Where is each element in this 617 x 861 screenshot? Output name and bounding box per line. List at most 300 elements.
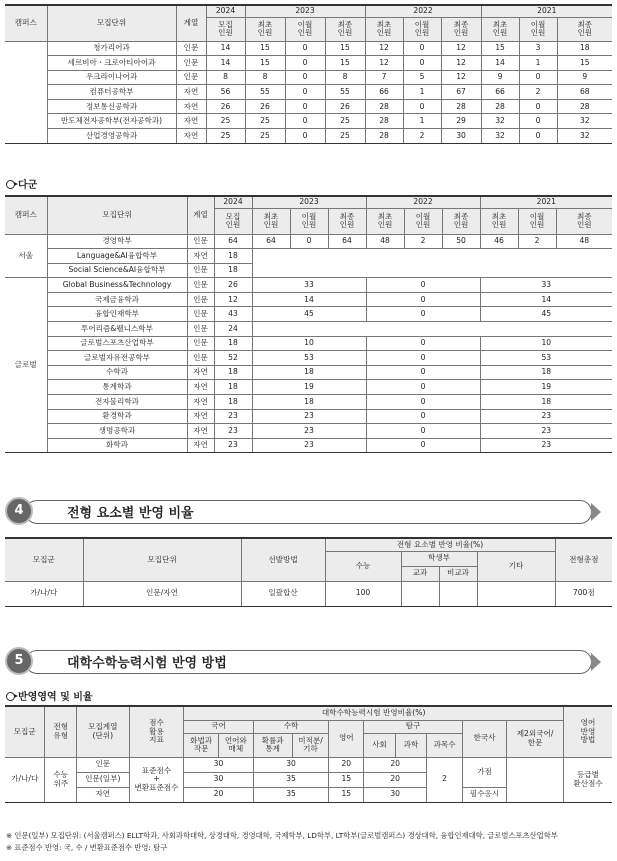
header-k2: 언어와 매체 — [219, 733, 254, 757]
table-row — [5, 424, 612, 439]
type-cell: 수능 위주 — [45, 757, 77, 802]
value-cell: 25 — [325, 114, 365, 129]
unit-name: 화학과 — [47, 438, 187, 453]
table-4 — [5, 537, 612, 607]
value-2023: 33 — [252, 278, 366, 293]
value-cell: 2 — [403, 129, 441, 144]
header-choejong: 최종 인원 — [325, 17, 365, 41]
table-row — [5, 196, 612, 208]
history-required: 필수응시 — [462, 787, 506, 802]
value-cell: 0 — [403, 99, 441, 114]
value-cell: 1 — [519, 56, 557, 71]
value-cell: 0 — [285, 114, 325, 129]
value-2023: 10 — [252, 336, 366, 351]
value-2022: 0 — [366, 278, 480, 293]
header-ratio: 전형 요소별 반영 비율(%) — [325, 538, 555, 551]
table-row — [5, 99, 612, 114]
header-etc: 기타 — [477, 551, 555, 581]
value-cell: 15 — [325, 56, 365, 71]
value-cell: 8 — [206, 70, 245, 85]
etc-cell — [477, 581, 555, 606]
header-2023: 2023 — [252, 196, 366, 208]
unit-name: 정보통신공학과 — [47, 99, 176, 114]
field-cell: 자연 — [187, 424, 214, 439]
value-cell: 25 — [206, 129, 245, 144]
value-2023: 23 — [252, 438, 366, 453]
korean-value: 20 — [184, 787, 253, 802]
value-cell: 9 — [557, 70, 612, 85]
value-cell: 15 — [481, 41, 519, 56]
value-2022: 0 — [366, 307, 480, 322]
value-cell: 29 — [441, 114, 481, 129]
header-unit: 모집계열 (단위) — [77, 706, 130, 757]
header-2021: 2021 — [480, 196, 612, 208]
value-cell: 15 — [245, 41, 285, 56]
note-2: ※ 표준점수 반영: 국, 수 / 변환표준점수 반영: 탐구 — [6, 843, 168, 852]
table-row — [5, 336, 612, 351]
table-row — [5, 322, 612, 337]
field-cell: 자연 — [187, 249, 214, 264]
header-2023: 2023 — [245, 5, 365, 17]
value-cell: 24 — [214, 322, 252, 337]
campus-global: 글로벌 — [5, 278, 47, 453]
header-lang2: 제2외국어/ 한문 — [507, 720, 564, 757]
math-value: 30 — [253, 757, 329, 772]
header-2024: 2024 — [206, 5, 245, 17]
unit-name: 글로벌자유전공학부 — [47, 351, 187, 366]
value-2023: 18 — [252, 395, 366, 410]
value-cell: 23 — [214, 438, 252, 453]
table-row — [5, 278, 612, 293]
table-row — [5, 395, 612, 410]
value-cell: 12 — [365, 56, 403, 71]
korean-value: 30 — [184, 772, 253, 787]
value-cell: 25 — [245, 114, 285, 129]
tamgu-count: 2 — [427, 757, 463, 802]
value-2022: 0 — [366, 438, 480, 453]
section-number: 5 — [5, 647, 33, 675]
value-2021: 19 — [480, 380, 612, 395]
value-cell: 5 — [403, 70, 441, 85]
value-cell: 0 — [285, 85, 325, 100]
section-number: 4 — [5, 497, 33, 525]
group-cell: 가/나/다 — [5, 581, 83, 606]
unit-name: 청가리어과 — [47, 41, 176, 56]
header-m1: 확률과 통계 — [253, 733, 292, 757]
unit-name: 컴퓨터공학부 — [47, 85, 176, 100]
value-cell: 68 — [557, 85, 612, 100]
value-cell: 14 — [481, 56, 519, 71]
header-eng-method: 영어 반영 방법 — [564, 706, 613, 757]
field-cell: 인문 — [187, 322, 214, 337]
value-cell: 1 — [403, 85, 441, 100]
english-value: 15 — [329, 787, 364, 802]
value-cell: 15 — [325, 41, 365, 56]
value-cell: 28 — [365, 114, 403, 129]
table-row — [5, 706, 612, 720]
value-cell: 56 — [206, 85, 245, 100]
header-choejong: 최종 인원 — [557, 17, 612, 41]
header-tamgu: 탐구 — [364, 720, 463, 733]
unit-cell: 인문/자연 — [83, 581, 241, 606]
value-cell: 64 — [328, 234, 366, 249]
header-2022: 2022 — [365, 5, 481, 17]
value-cell: 18 — [557, 41, 612, 56]
history-bonus: 가점 — [462, 757, 506, 787]
unit-name: 세르비아ㆍ크로아티아어과 — [47, 56, 176, 71]
value-cell: 0 — [290, 234, 328, 249]
header-choecho: 최초 인원 — [365, 17, 403, 41]
field-cell: 인문 — [187, 292, 214, 307]
value-cell: 18 — [214, 336, 252, 351]
section-dagun-heading: 다군 — [6, 176, 37, 191]
value-cell: 18 — [214, 395, 252, 410]
header-m2: 미적분/ 기하 — [292, 733, 329, 757]
header-t1: 사회 — [364, 733, 396, 757]
header-iwol: 이월 인원 — [519, 17, 557, 41]
value-cell: 9 — [481, 70, 519, 85]
value-cell: 2 — [519, 85, 557, 100]
value-cell: 0 — [285, 70, 325, 85]
unit-name: Language&AI융합학부 — [47, 249, 187, 264]
header-t3: 과목수 — [427, 733, 463, 757]
table-row — [5, 581, 612, 606]
value-cell: 23 — [214, 409, 252, 424]
unit-cell: 인문(일부) — [77, 772, 130, 787]
empty-cell — [252, 249, 612, 278]
value-cell: 67 — [441, 85, 481, 100]
table-row — [5, 757, 612, 772]
value-cell: 0 — [403, 41, 441, 56]
unit-name: 산업경영공학과 — [47, 129, 176, 144]
field-cell: 자연 — [187, 409, 214, 424]
header-2024: 2024 — [214, 196, 252, 208]
value-cell: 0 — [285, 41, 325, 56]
value-cell: 자연 — [176, 99, 206, 114]
unit-name: 글로벌스포츠산업학부 — [47, 336, 187, 351]
value-cell: 48 — [366, 234, 404, 249]
value-2022: 0 — [366, 336, 480, 351]
field-cell: 인문 — [187, 234, 214, 249]
field-cell: 인문 — [187, 336, 214, 351]
header-t2: 과학 — [395, 733, 427, 757]
value-cell: 28 — [481, 99, 519, 114]
table-5 — [5, 705, 612, 803]
value-2021: 23 — [480, 409, 612, 424]
value-cell: 인문 — [176, 41, 206, 56]
header-hakgsaeng: 학생부 — [401, 551, 477, 566]
unit-name: 생명공학과 — [47, 424, 187, 439]
value-cell: 32 — [557, 114, 612, 129]
value-cell: 인문 — [176, 56, 206, 71]
table-row — [5, 409, 612, 424]
value-cell: 2 — [404, 234, 442, 249]
value-cell: 12 — [214, 292, 252, 307]
value-cell: 30 — [441, 129, 481, 144]
header-choejong: 최종 인원 — [328, 208, 366, 234]
header-total: 전형총점 — [555, 538, 612, 581]
header-iwol: 이월 인원 — [285, 17, 325, 41]
unit-name: 전자물리학과 — [47, 395, 187, 410]
value-cell: 2 — [518, 234, 556, 249]
header-2022: 2022 — [366, 196, 480, 208]
table-row — [5, 307, 612, 322]
unit-name: 우크라이나어과 — [47, 70, 176, 85]
value-2023: 19 — [252, 380, 366, 395]
math-value: 35 — [253, 772, 329, 787]
value-2021: 33 — [480, 278, 612, 293]
value-cell: 0 — [519, 70, 557, 85]
header-choecho: 최초 인원 — [252, 208, 290, 234]
total-cell: 700점 — [555, 581, 612, 606]
table-row — [5, 41, 612, 56]
campus-cell — [5, 41, 47, 143]
korean-value: 30 — [184, 757, 253, 772]
value-2023: 45 — [252, 307, 366, 322]
value-cell: 12 — [441, 56, 481, 71]
method-cell: 일괄합산 — [241, 581, 325, 606]
header-type: 전형 유형 — [45, 706, 77, 757]
value-2021: 14 — [480, 292, 612, 307]
value-cell: 12 — [365, 41, 403, 56]
header-mojip: 모집 인원 — [206, 17, 245, 41]
field-cell: 인문 — [187, 278, 214, 293]
suneung-cell: 100 — [325, 581, 401, 606]
math-value: 35 — [253, 787, 329, 802]
header-mojip: 모집 인원 — [214, 208, 252, 234]
unit-cell: 자연 — [77, 787, 130, 802]
table-row — [5, 249, 612, 264]
value-cell: 12 — [441, 41, 481, 56]
value-cell: 14 — [206, 41, 245, 56]
value-cell: 55 — [245, 85, 285, 100]
header-ratio: 대학수학능력시험 반영비율(%) — [184, 706, 564, 720]
bigyogwa-cell — [439, 581, 477, 606]
section-5-banner — [5, 647, 609, 677]
header-iwol: 이월 인원 — [518, 208, 556, 234]
value-cell: 28 — [365, 99, 403, 114]
value-cell: 25 — [325, 129, 365, 144]
value-cell: 28 — [557, 99, 612, 114]
header-group: 모집군 — [5, 706, 45, 757]
header-unit: 모집단위 — [47, 5, 176, 41]
header-choecho: 최초 인원 — [245, 17, 285, 41]
value-cell: 0 — [403, 56, 441, 71]
header-campus: 캠퍼스 — [5, 5, 47, 41]
section-4-banner — [5, 497, 609, 527]
header-choecho: 최초 인원 — [366, 208, 404, 234]
value-cell: 1 — [403, 114, 441, 129]
value-cell: 55 — [325, 85, 365, 100]
value-cell: 12 — [441, 70, 481, 85]
value-cell: 26 — [206, 99, 245, 114]
value-cell: 자연 — [176, 114, 206, 129]
header-group: 모집군 — [5, 538, 83, 581]
value-2022: 0 — [366, 365, 480, 380]
field-cell: 자연 — [187, 365, 214, 380]
value-2021: 18 — [480, 395, 612, 410]
value-cell: 66 — [481, 85, 519, 100]
header-2021: 2021 — [481, 5, 612, 17]
header-iwol: 이월 인원 — [290, 208, 328, 234]
unit-name: 반도체전자공학부(전자공학과) — [47, 114, 176, 129]
header-choecho: 최초 인원 — [480, 208, 518, 234]
header-gyogwa: 교과 — [401, 566, 439, 581]
value-cell: 64 — [214, 234, 252, 249]
arrow-circle-icon — [6, 180, 15, 189]
header-choejong: 최종 인원 — [441, 17, 481, 41]
table-2 — [5, 195, 612, 453]
field-cell: 자연 — [187, 395, 214, 410]
score-cell: 표준점수 + 변환표준점수 — [129, 757, 184, 802]
table-row — [5, 85, 612, 100]
value-cell: 23 — [214, 424, 252, 439]
value-2021: 45 — [480, 307, 612, 322]
value-cell: 64 — [252, 234, 290, 249]
value-cell: 자연 — [176, 85, 206, 100]
tamgu-value: 30 — [364, 787, 427, 802]
value-cell: 8 — [245, 70, 285, 85]
value-2022: 0 — [366, 395, 480, 410]
value-2022: 0 — [366, 380, 480, 395]
unit-cell: 인문 — [77, 757, 130, 772]
table-row — [5, 538, 612, 551]
header-field: 계열 — [176, 5, 206, 41]
value-2021: 10 — [480, 336, 612, 351]
value-2023: 23 — [252, 409, 366, 424]
value-cell: 50 — [442, 234, 480, 249]
header-english: 영어 — [329, 720, 364, 757]
value-cell: 3 — [519, 41, 557, 56]
unit-name: Global Business&Technology — [47, 278, 187, 293]
value-cell: 28 — [365, 129, 403, 144]
header-bigyogwa: 비교과 — [439, 566, 477, 581]
header-korean: 국어 — [184, 720, 253, 733]
header-method: 선발방법 — [241, 538, 325, 581]
header-iwol: 이월 인원 — [403, 17, 441, 41]
group-cell: 가/나/다 — [5, 757, 45, 802]
value-2021: 18 — [480, 365, 612, 380]
table-row — [5, 5, 612, 17]
table-row — [5, 70, 612, 85]
header-score: 점수 활용 지표 — [129, 706, 184, 757]
unit-name: 투어리즘&웰니스학부 — [47, 322, 187, 337]
header-unit: 모집단위 — [83, 538, 241, 581]
value-cell: 26 — [325, 99, 365, 114]
value-cell: 18 — [214, 263, 252, 278]
unit-name: 융합인재학부 — [47, 307, 187, 322]
value-cell: 0 — [519, 114, 557, 129]
value-cell: 0 — [519, 99, 557, 114]
value-2022: 0 — [366, 292, 480, 307]
value-2022: 0 — [366, 424, 480, 439]
table-row — [5, 114, 612, 129]
value-cell: 0 — [285, 56, 325, 71]
value-cell: 0 — [519, 129, 557, 144]
value-cell: 8 — [325, 70, 365, 85]
value-cell: 28 — [441, 99, 481, 114]
value-cell: 0 — [285, 129, 325, 144]
value-cell: 48 — [556, 234, 612, 249]
value-cell: 32 — [481, 114, 519, 129]
value-2023: 53 — [252, 351, 366, 366]
header-k1: 화법과 작문 — [184, 733, 219, 757]
value-cell: 66 — [365, 85, 403, 100]
header-campus: 캠퍼스 — [5, 196, 47, 234]
unit-name: 국제금융학과 — [47, 292, 187, 307]
header-history: 한국사 — [462, 720, 506, 757]
value-cell: 7 — [365, 70, 403, 85]
unit-name: 통계학과 — [47, 380, 187, 395]
value-cell: 인문 — [176, 70, 206, 85]
field-cell: 인문 — [187, 307, 214, 322]
note-1: ※ 인문(일부) 모집단위: (서울캠퍼스) ELLT학과, 사회과학대학, 상경대학, 경영대학, 국제학부, LD학부, LT학부(글로벌캠퍼스) 경상대학, 융합인재대학, 글로벌스포츠산업학부 — [6, 831, 558, 840]
english-value: 20 — [329, 757, 364, 772]
header-math: 수학 — [253, 720, 329, 733]
header-field: 계열 — [187, 196, 214, 234]
tamgu-value: 20 — [364, 772, 427, 787]
value-2022: 0 — [366, 409, 480, 424]
value-2021: 53 — [480, 351, 612, 366]
table-row — [5, 438, 612, 453]
table-row — [5, 351, 612, 366]
field-cell: 자연 — [187, 438, 214, 453]
header-suneung: 수능 — [325, 551, 401, 581]
value-2023: 14 — [252, 292, 366, 307]
value-2023: 18 — [252, 365, 366, 380]
header-choejong: 최종 인원 — [442, 208, 480, 234]
unit-name: 수학과 — [47, 365, 187, 380]
value-cell: 15 — [557, 56, 612, 71]
value-cell: 43 — [214, 307, 252, 322]
value-cell: 15 — [245, 56, 285, 71]
table-1 — [5, 4, 612, 144]
english-value: 15 — [329, 772, 364, 787]
table-row — [5, 56, 612, 71]
value-cell: 46 — [480, 234, 518, 249]
section-5-sub-heading: 반영영역 및 비율 — [6, 688, 93, 703]
value-cell: 25 — [245, 129, 285, 144]
header-iwol: 이월 인원 — [404, 208, 442, 234]
header-choecho: 최초 인원 — [481, 17, 519, 41]
value-cell: 18 — [214, 365, 252, 380]
value-cell: 0 — [285, 99, 325, 114]
field-cell: 자연 — [187, 380, 214, 395]
lang2-cell — [507, 757, 564, 802]
value-cell: 26 — [214, 278, 252, 293]
value-2021: 23 — [480, 438, 612, 453]
value-cell: 25 — [206, 114, 245, 129]
value-cell: 26 — [245, 99, 285, 114]
header-unit: 모집단위 — [47, 196, 187, 234]
table-row — [5, 292, 612, 307]
table-row — [5, 129, 612, 144]
header-choejong: 최종 인원 — [556, 208, 612, 234]
tamgu-value: 20 — [364, 757, 427, 772]
empty-cell — [252, 322, 612, 337]
value-2021: 23 — [480, 424, 612, 439]
arrow-circle-icon — [6, 692, 15, 701]
value-cell: 14 — [206, 56, 245, 71]
section-title: 전형 요소별 반영 비율 — [67, 506, 194, 521]
section-title: 대학수학능력시험 반영 방법 — [67, 656, 227, 671]
value-2022: 0 — [366, 351, 480, 366]
unit-name: 환경학과 — [47, 409, 187, 424]
unit-name: Social Science&AI융합학부 — [47, 263, 187, 278]
table-row — [5, 380, 612, 395]
unit-name: 경영학부 — [47, 234, 187, 249]
value-cell: 32 — [481, 129, 519, 144]
